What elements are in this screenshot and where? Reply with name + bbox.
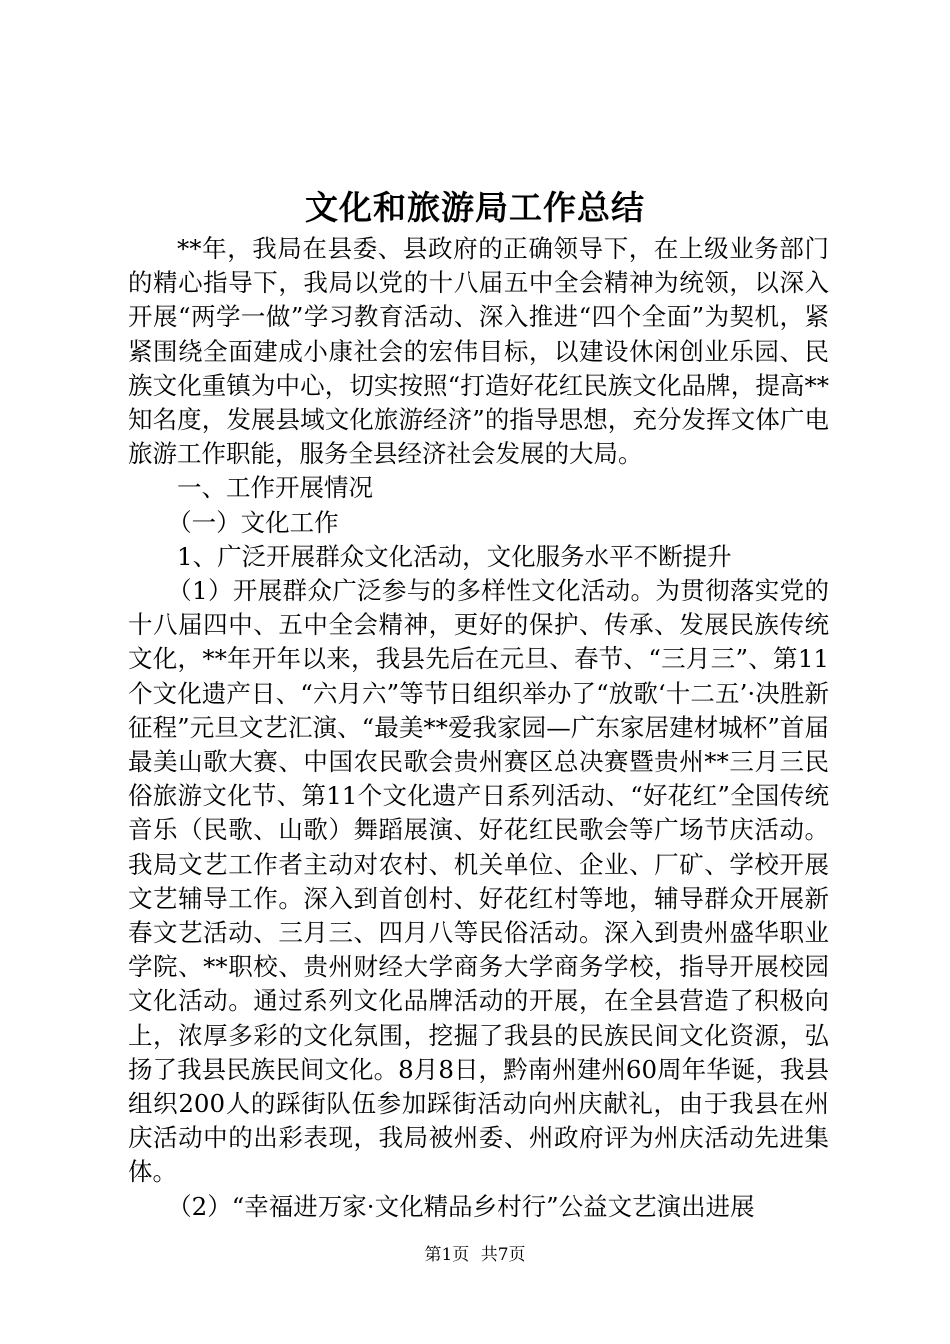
intro-paragraph: **年，我局在县委、县政府的正确领导下，在上级业务部门的精心指导下，我局以党的十八届五中全会精神为统领，以深入开展“两学一做”学习教育活动、深入推进“四个全面”为契机，紧紧围绕全面建成小康社会的宏伟目标，以建设休闲创业乐园、民族文化重镇为中心，切实按照“打造好花红民族文化品牌，提高**知名度，发展县域文化旅游经济”的指导思想，充分发挥文体广电旅游工作职能，服务全县经济社会发展的大局。 bbox=[128, 234, 829, 469]
page-total: 共7页 bbox=[480, 1245, 526, 1265]
page-number: 第1页 bbox=[424, 1245, 470, 1265]
subsection-heading: （一）文化工作 bbox=[167, 507, 339, 537]
document-body bbox=[128, 232, 829, 1224]
activity-paragraph: （1）开展群众广泛参与的多样性文化活动。为贯彻落实党的十八届四中、五中全会精神，更好的保护、传承、发展民族传统文化，**年开年以来，我县先后在元旦、春节、“三月三”、第11个文化遗产日、“六月六”等节日组织举办了“放歌‘十二五’·决胜新征程”元旦文艺汇演、“最美**爱我家园—广东家居建材城杯”首届最美山歌大赛、中国农民歌会贵州赛区总决赛暨贵州**三月三民俗旅游文化节、第11个文化遗产日系列活动、“好花红”全国传统音乐（民歌、山歌）舞蹈展演、好花红民歌会等广场节庆活动。我局文艺工作者主动对农村、机关单位、企业、厂矿、学校开展文艺辅导工作。深入到首创村、好花红村等地，辅导群众开展新春文艺活动、三月三、四月八等民俗活动。深入到贵州盛华职业学院、**职校、贵州财经大学商务大学商务学校，指导开展校园文化活动。通过系列文化品牌活动的开展，在全县营造了积极向上，浓厚多彩的文化氛围，挖掘了我县的民族民间文化资源，弘扬了我县民族民间文化。8月8日，黔南州建州60周年华诞，我县组织200人的踩街队伍参加踩街活动向州庆献礼，由于我县在州庆活动中的出彩表现，我局被州委、州政府评为州庆活动先进集体。 bbox=[128, 576, 829, 1187]
page-footer bbox=[0, 1243, 950, 1267]
document-title: 文化和旅游局工作总结 bbox=[305, 188, 645, 227]
section-heading: 一、工作开展情况 bbox=[177, 473, 373, 503]
performance-paragraph: （2）“幸福进万家·文化精品乡村行”公益文艺演出进展 bbox=[167, 1191, 755, 1221]
item-heading: 1、广泛开展群众文化活动，文化服务水平不断提升 bbox=[177, 541, 732, 571]
